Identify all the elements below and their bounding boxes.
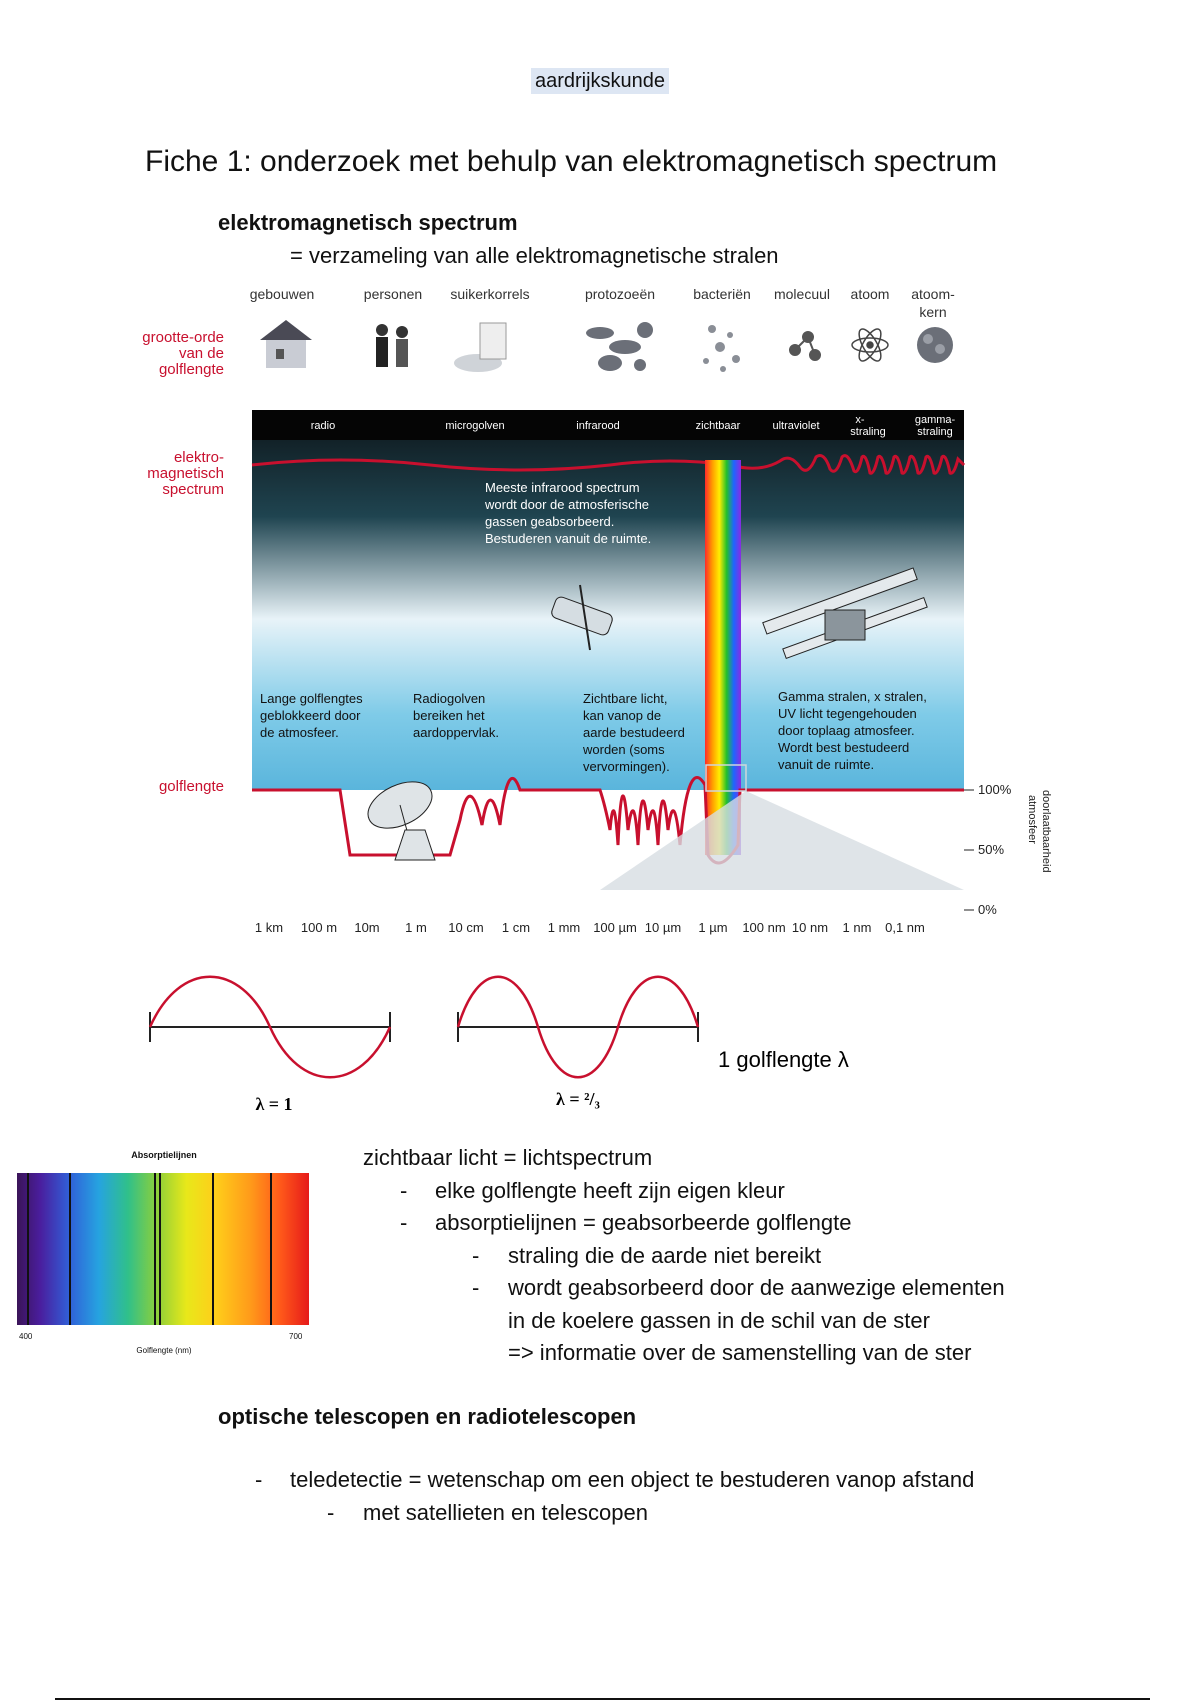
band-infrared: infrarood <box>576 420 620 432</box>
section-heading-spectrum: elektromagnetisch spectrum <box>218 210 518 235</box>
absorption-spectrum <box>14 1150 314 1360</box>
wavelength-diagram <box>140 960 1040 1120</box>
absorption-line <box>212 1173 214 1325</box>
subbullet-not-reaching: straling die de aarde niet bereikt <box>508 1243 822 1268</box>
subbullet-absorbed-3: => informatie over de samenstelling van de ster <box>508 1340 972 1365</box>
absorption-line <box>27 1173 29 1325</box>
page-title: Fiche 1: onderzoek met behulp van elektromagnetisch spectrum <box>145 145 998 178</box>
tick-1cm: 1 cm <box>501 920 531 935</box>
nucleus-icon <box>917 327 953 363</box>
note-gamma-4: Wordt best bestudeerd <box>778 740 910 755</box>
note-radio-2: bereiken het <box>413 708 485 723</box>
subject-text: aardrijkskunde <box>531 68 669 94</box>
bullet-dash: - <box>327 1500 335 1525</box>
molecule-icon <box>790 332 820 360</box>
bullet-absorption-lines: absorptielijnen = geabsorbeerde golflengte <box>435 1210 852 1235</box>
size-label-personen: personen <box>363 286 423 302</box>
sugar-icon <box>454 323 506 372</box>
note-visible-5: vervormingen). <box>583 759 670 774</box>
band-gamma-a: gamma- <box>914 414 956 426</box>
bullet-dash: - <box>400 1210 408 1235</box>
tick-1km: 1 km <box>254 920 284 935</box>
visible-light-band <box>705 460 741 855</box>
bullet-dash: - <box>472 1275 480 1300</box>
subbullet-absorbed-1: wordt geabsorbeerd door de aanwezige elementen <box>508 1275 1005 1300</box>
subbullet-satellites: met satellieten en telescopen <box>363 1500 648 1525</box>
band-microwave: microgolven <box>445 420 505 432</box>
note-visible-4: worden (soms <box>583 742 665 757</box>
percent-50: 50% <box>978 842 1005 857</box>
note-infrared-3: gassen geabsorbeerd. <box>485 514 615 529</box>
tick-100m: 100 m <box>300 920 338 935</box>
lambda-label-one: λ = 1 <box>255 1094 293 1114</box>
note-visible-1: Zichtbare licht, <box>583 691 668 706</box>
subject-label <box>0 70 1200 93</box>
size-label-molecuul: molecuul <box>773 286 831 302</box>
lambda-label-two-thirds: λ = ²/₃ <box>556 1089 600 1109</box>
band-xray-a: x- <box>855 414 865 426</box>
persons-icon <box>376 324 408 367</box>
spectrum-bar <box>17 1173 309 1325</box>
building-icon <box>260 320 312 368</box>
band-ultraviolet: ultraviolet <box>772 420 820 432</box>
band-xray-b: straling <box>850 426 886 438</box>
label-em-b: magnetisch <box>147 465 224 482</box>
tick-10nm: 10 nm <box>791 920 829 935</box>
side-axis-b: atmosfeer <box>1026 795 1038 844</box>
zoom-wedge <box>600 791 964 890</box>
note-long-3: de atmosfeer. <box>260 725 339 740</box>
axis-max-label: 700 <box>289 1332 303 1341</box>
tick-1nm: 1 nm <box>842 920 872 935</box>
tick-1m: 1 m <box>405 920 427 935</box>
percent-100: 100% <box>978 782 1012 797</box>
band-gamma-b: straling <box>917 426 953 438</box>
note-infrared-1: Meeste infrarood spectrum <box>485 480 640 495</box>
note-gamma-3: door toplaag atmosfeer. <box>778 723 915 738</box>
absorption-line <box>69 1173 71 1325</box>
note-visible-3: aarde bestudeerd <box>583 725 685 740</box>
absorption-line <box>270 1173 272 1325</box>
absorption-line <box>159 1173 161 1325</box>
band-visible: zichtbaar <box>695 420 741 432</box>
bullet-remote-sensing: teledetectie = wetenschap om een object te bestuderen vanop afstand <box>290 1467 975 1492</box>
absorption-line <box>154 1173 156 1325</box>
note-gamma-5: vanuit de ruimte. <box>778 757 875 772</box>
protozoa-icon <box>586 322 653 371</box>
tick-10um: 10 µm <box>644 920 682 935</box>
note-infrared-4: Bestuderen vanuit de ruimte. <box>485 531 652 546</box>
tick-100nm: 100 nm <box>742 920 786 935</box>
size-label-atoomkern-b: kern <box>919 304 947 320</box>
subbullet-absorbed-2: in de koelere gassen in de schil van de ster <box>508 1308 930 1333</box>
note-long-1: Lange golflengtes <box>260 691 363 706</box>
tick-10cm: 10 cm <box>448 920 484 935</box>
size-label-bacterien: bacteriën <box>693 286 751 302</box>
wavelength-caption: 1 golflengte λ <box>718 1047 849 1072</box>
absorption-title: Absorptielijnen <box>131 1150 197 1160</box>
band-radio: radio <box>310 420 336 432</box>
bullet-dash: - <box>472 1243 480 1268</box>
tick-1um: 1 µm <box>698 920 728 935</box>
tick-01nm: 0,1 nm <box>885 920 925 935</box>
bacteria-icon <box>703 325 740 372</box>
bullet-own-color: elke golflengte heeft zijn eigen kleur <box>435 1178 785 1203</box>
tick-10m: 10m <box>354 920 380 935</box>
axis-label: Golflengte (nm) <box>136 1346 192 1355</box>
axis-min-label: 400 <box>19 1332 33 1341</box>
note-gamma-2: UV licht tegengehouden <box>778 706 917 721</box>
visible-light-line: zichtbaar licht = lichtspectrum <box>363 1145 653 1170</box>
section-heading-telescopes: optische telescopen en radiotelescopen <box>218 1404 637 1429</box>
label-em-c: spectrum <box>162 481 224 498</box>
label-em-a: elektro- <box>173 449 224 466</box>
size-label-atoom: atoom <box>850 286 890 302</box>
size-label-gebouwen: gebouwen <box>249 286 315 302</box>
label-size-order-b: van de <box>178 345 224 362</box>
note-gamma-1: Gamma stralen, x stralen, <box>778 689 927 704</box>
bullet-dash: - <box>400 1178 408 1203</box>
label-size-order-a: grootte-orde <box>142 329 224 346</box>
tick-1mm: 1 mm <box>547 920 581 935</box>
percent-0: 0% <box>978 902 997 917</box>
note-long-2: geblokkeerd door <box>260 708 361 723</box>
size-label-suikerkorrels: suikerkorrels <box>450 286 530 302</box>
note-radio-3: aardoppervlak. <box>413 725 499 740</box>
atom-icon <box>852 326 888 364</box>
note-visible-2: kan vanop de <box>583 708 662 723</box>
side-axis-a: doorlaatbaarheid <box>1040 790 1052 873</box>
label-size-order-c: golflengte <box>158 361 224 378</box>
spectrum-definition: = verzameling van alle elektromagnetische stralen <box>290 243 779 268</box>
tick-100um: 100 µm <box>593 920 637 935</box>
note-radio-1: Radiogolven <box>413 691 486 706</box>
em-spectrum-figure <box>140 285 1052 950</box>
size-label-atoomkern-a: atoom- <box>911 286 955 302</box>
note-infrared-2: wordt door de atmosferische <box>485 497 650 512</box>
label-wavelength: golflengte <box>158 778 224 795</box>
size-label-protozoeen: protozoeën <box>584 286 656 302</box>
bullet-dash: - <box>255 1467 263 1492</box>
